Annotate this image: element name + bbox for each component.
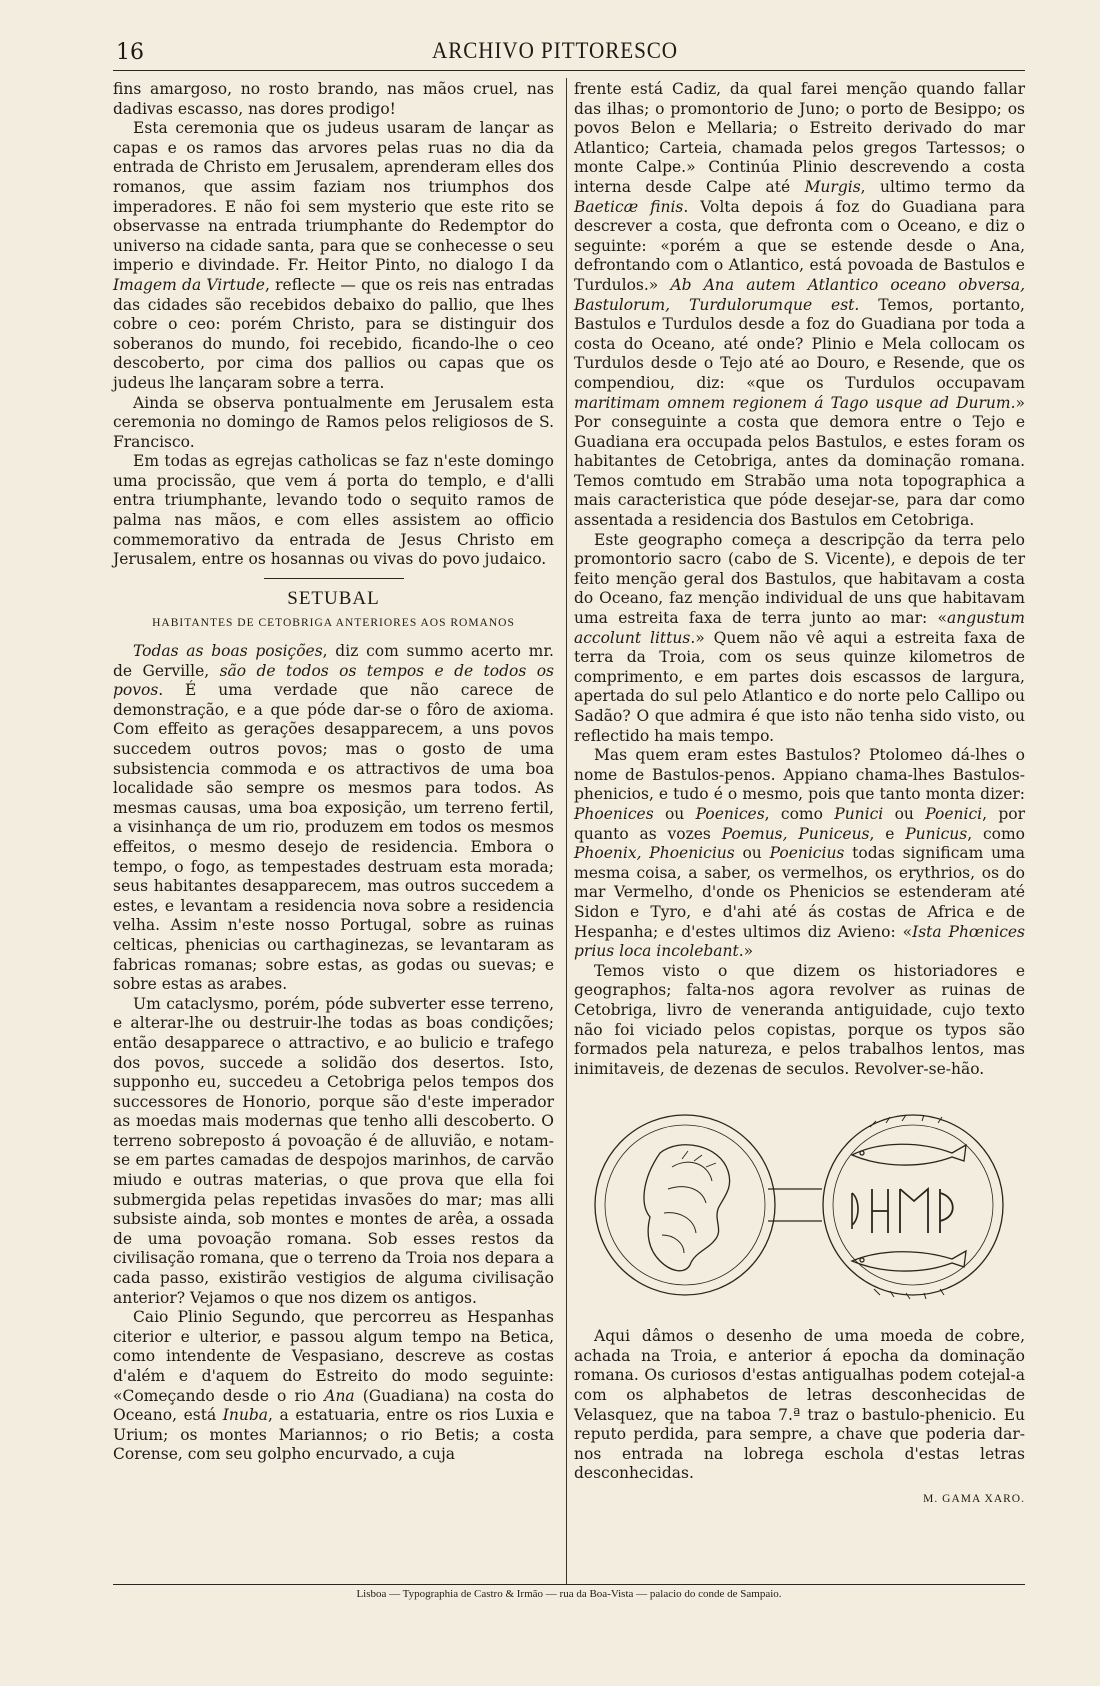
paragraph: Todas as boas posições, diz com summo acerto mr. de Gerville, são de todos os tempos e de todos os povos. É uma verdade que não carece de demonstração, e a que póde dar-se o fôro de axioma. Com effeito as gerações desapparecem, a uns povos succedem outros povos; mas o gosto de uma subsistencia commoda e os attractivos de uma boa localidade são sempre os mesmos para todos. As mesmas causas, uma boa exposição, um terreno fertil, a visinhança de um rio, produzem em todos os mesmos effeitos, o mesmo desejo de residencia. Embora o tempo, o fogo, as tempestades destruam esta morada; seus habitantes desapparecem, mas outros succedem a estes, e levantam a residencia nova sobre a residencia velha. Assim n'este nosso Portugal, sobre as ruinas celticas, phenicias ou carthaginezas, se levantaram as fabricas romanas; sobre estas, as godas ou suevas; e sobre estas as arabes. bbox=[113, 642, 554, 994]
section-title: SETUBAL bbox=[287, 587, 380, 609]
author-signature: M. GAMA XARO. bbox=[923, 1493, 1025, 1506]
printer-imprint: Lisboa — Typographia de Castro & Irmão — rua da Boa-Vista — palacio do conde de Sampaio. bbox=[356, 1588, 782, 1600]
section-separator bbox=[264, 578, 404, 579]
column-divider bbox=[566, 78, 567, 1584]
page-number: 16 bbox=[116, 40, 144, 65]
paragraph: Ainda se observa pontualmente em Jerusalem esta ceremonia no domingo de Ramos pelos religiosos de S. Francisco. bbox=[113, 393, 554, 451]
section-subtitle: HABITANTES DE CETOBRIGA ANTERIORES AOS ROMANOS bbox=[152, 617, 515, 630]
right-column bbox=[574, 80, 1025, 1510]
paragraph: Em todas as egrejas catholicas se faz n'este domingo uma procissão, que vem á porta do templo, e d'alli entra triumphante, levando todo o sequito ramos de palma nas mãos, e com elles assistem ao officio commemorativo da entrada de Jesus Christo em Jerusalem, entre os hosannas ou vivas do povo judaico. bbox=[113, 452, 554, 569]
coin-illustration bbox=[590, 1093, 1010, 1313]
paragraph: Este geographo começa a descripção da terra pelo promontorio sacro (cabo de S. Vicente), e depois de ter feito menção geral dos Bastulos, que habitavam a costa do Oceano, faz menção individual de uns que habitavam uma estreita faxa de terra junto ao mar: «angustum accolunt littus.» Quem não vê aqui a estreita faxa de terra da Troia, com os seus quinze kilometros de comprimento, e em partes dois escassos de largura, apertada do sul pelo Atlantico e do norte pelo Callipo ou Sadão? O que admira é que isto não tenha sido visto, ou reflectido ha mais tempo. bbox=[574, 530, 1025, 745]
left-column bbox=[113, 80, 554, 1465]
paragraph: Esta ceremonia que os judeus usaram de lançar as capas e os ramos das arvores pelas ruas no dia da entrada de Christo em Jerusalem, aprenderam elles dos romanos, que assim faziam nos triumphos dos imperadores. E não foi sem mysterio que este rito se observasse na entrada triumphante do Redemptor do universo na cidade santa, para que se conhecesse o seu imperio e divindade. Fr. Heitor Pinto, no dialogo I da Imagem da Virtude, reflecte — que os reis nas entradas das cidades são recebidos debaixo do pallio, que lhes cobre o ceo: porém Christo, para se distinguir dos soberanos do mundo, foi recebido, ficando-lhe o ceo descoberto, por cima dos pallios ou capas que os judeus lhe lançaram sobre a terra. bbox=[113, 119, 554, 392]
paragraph: Um cataclysmo, porém, póde subverter esse terreno, e alterar-lhe ou destruir-lhe todas as boas condições; então desapparece o attractivo, e ao bulicio e trafego dos povos, succede a solidão dos desertos. Isto, supponho eu, succedeu a Cetobriga pelos tempos dos successores de Honorio, porque são d'este imperador as moedas mais modernas que tenho alli descoberto. O terreno sobreposto á povoação é de alluvião, e notam-se em partes camadas de despojos marinhos, de carvão miudo e outras materias, o que prova que ella foi submergida pelas repetidas invasões do mar; mas alli subsiste ainda, sob montes e montes de arêa, a ossada de uma povoação romana. Sob esses restos da civilisação romana, que o terreno da Troia nos depara a cada passo, existirão vestigios de alguma civilisação anterior? Vejamos o que nos dizem os antigos. bbox=[113, 994, 554, 1307]
running-title: ARCHIVO PITTORESCO bbox=[431, 38, 679, 63]
paragraph: Temos visto o que dizem os historiadores e geographos; falta-nos agora revolver as ruinas de Cetobriga, livro de veneranda antiguidade, cujo texto não foi viciado pelos copistas, porque os typos são formados pela natureza, e pelos trabalhos lentos, mas inimitaveis, de dezenas de seculos. Revolver-se-hão. bbox=[574, 961, 1025, 1078]
footer-rule bbox=[113, 1584, 1025, 1585]
header-rule bbox=[113, 70, 1025, 71]
paragraph: frente está Cadiz, da qual farei menção quando fallar das ilhas; o promontorio de Juno; o porto de Besippo; os povos Belon e Mellaria; o Estreito derivado do mar Atlantico; Carteia, chamada pelos gregos Tartessos; o monte Calpe.» Continúa Plinio descrevendo a costa interna desde Calpe até Murgis, ultimo termo da Baeticæ finis. Volta depois á foz do Guadiana para descrever a costa, que defronta com o Oceano, e diz o seguinte: «porém a que se estende desde o Ana, defrontando com o Atlantico, está povoada de Bastulos e Turdulos.» Ab Ana autem Atlantico oceano obversa, Bastulorum, Turdulorumque est. Temos, portanto, Bastulos e Turdulos desde a foz do Guadiana por toda a costa do Oceano, até onde? Plinio e Mela collocam os Turdulos desde o Tejo até ao Douro, e Resende, que os compendiou, diz: «que os Turdulos occupavam maritimam omnem regionem á Tago usque ad Durum.» Por conseguinte a costa que demora entre o Tejo e Guadiana era occupada pelos Bastulos, e estes foram os habitantes de Cetobriga, antes da dominação romana. Temos comtudo em Strabão uma nota topographica a mais caracteristica que póde desejar-se, para dar como assentada a residencia dos Bastulos em Cetobriga. bbox=[574, 80, 1025, 530]
paragraph: Mas quem eram estes Bastulos? Ptolomeo dá-lhes o nome de Bastulos-penos. Appiano chama-lhes Bastulos-phenicios, e tudo é o mesmo, pois que tanto monta dizer: Phoenices ou Poenices, como Punici ou Poenici, por quanto as vozes Poemus, Puniceus, e Punicus, como Phoenix, Phoenicius ou Poenicius todas significam uma mesma coisa, a saber, os vermelhos, os erythrios, os do mar Vermelho, d'onde os Phenicios se estenderam até Sidon e Tyro, e d'ahi até ás costas de Africa e de Hespanha; e d'estes ultimos diz Avieno: «Ista Phœnices prius loca incolebant.» bbox=[574, 746, 1026, 961]
paragraph: fins amargoso, no rosto brando, nas mãos cruel, nas dadivas escasso, nas dores prodigo! bbox=[113, 80, 554, 118]
paragraph: Aqui dâmos o desenho de uma moeda de cobre, achada na Troia, e anterior á epocha da dominação romana. Os curiosos d'estas antigualhas podem cotejal-a com os alphabetos de letras desconhecidas de Velasquez, que na taboa 7.ª traz o bastulo-phenicio. Eu reputo perdida, para sempre, a chave que poderia dar-nos entrada na lobrega eschola d'estas letras desconhecidas. bbox=[574, 1327, 1025, 1483]
paragraph: Caio Plinio Segundo, que percorreu as Hespanhas citerior e ulterior, e passou algum tempo na Betica, como intendente de Vespasiano, descreve as costas d'além e d'aquem do Estreito do modo seguinte: «Começando desde o rio Ana (Guadiana) na costa do Oceano, está Inuba, a estatuaria, entre os rios Luxia e Urium; os montes Mariannos; o rio Betis; a costa Corense, com seu golpho encurvado, a cuja bbox=[113, 1308, 554, 1464]
